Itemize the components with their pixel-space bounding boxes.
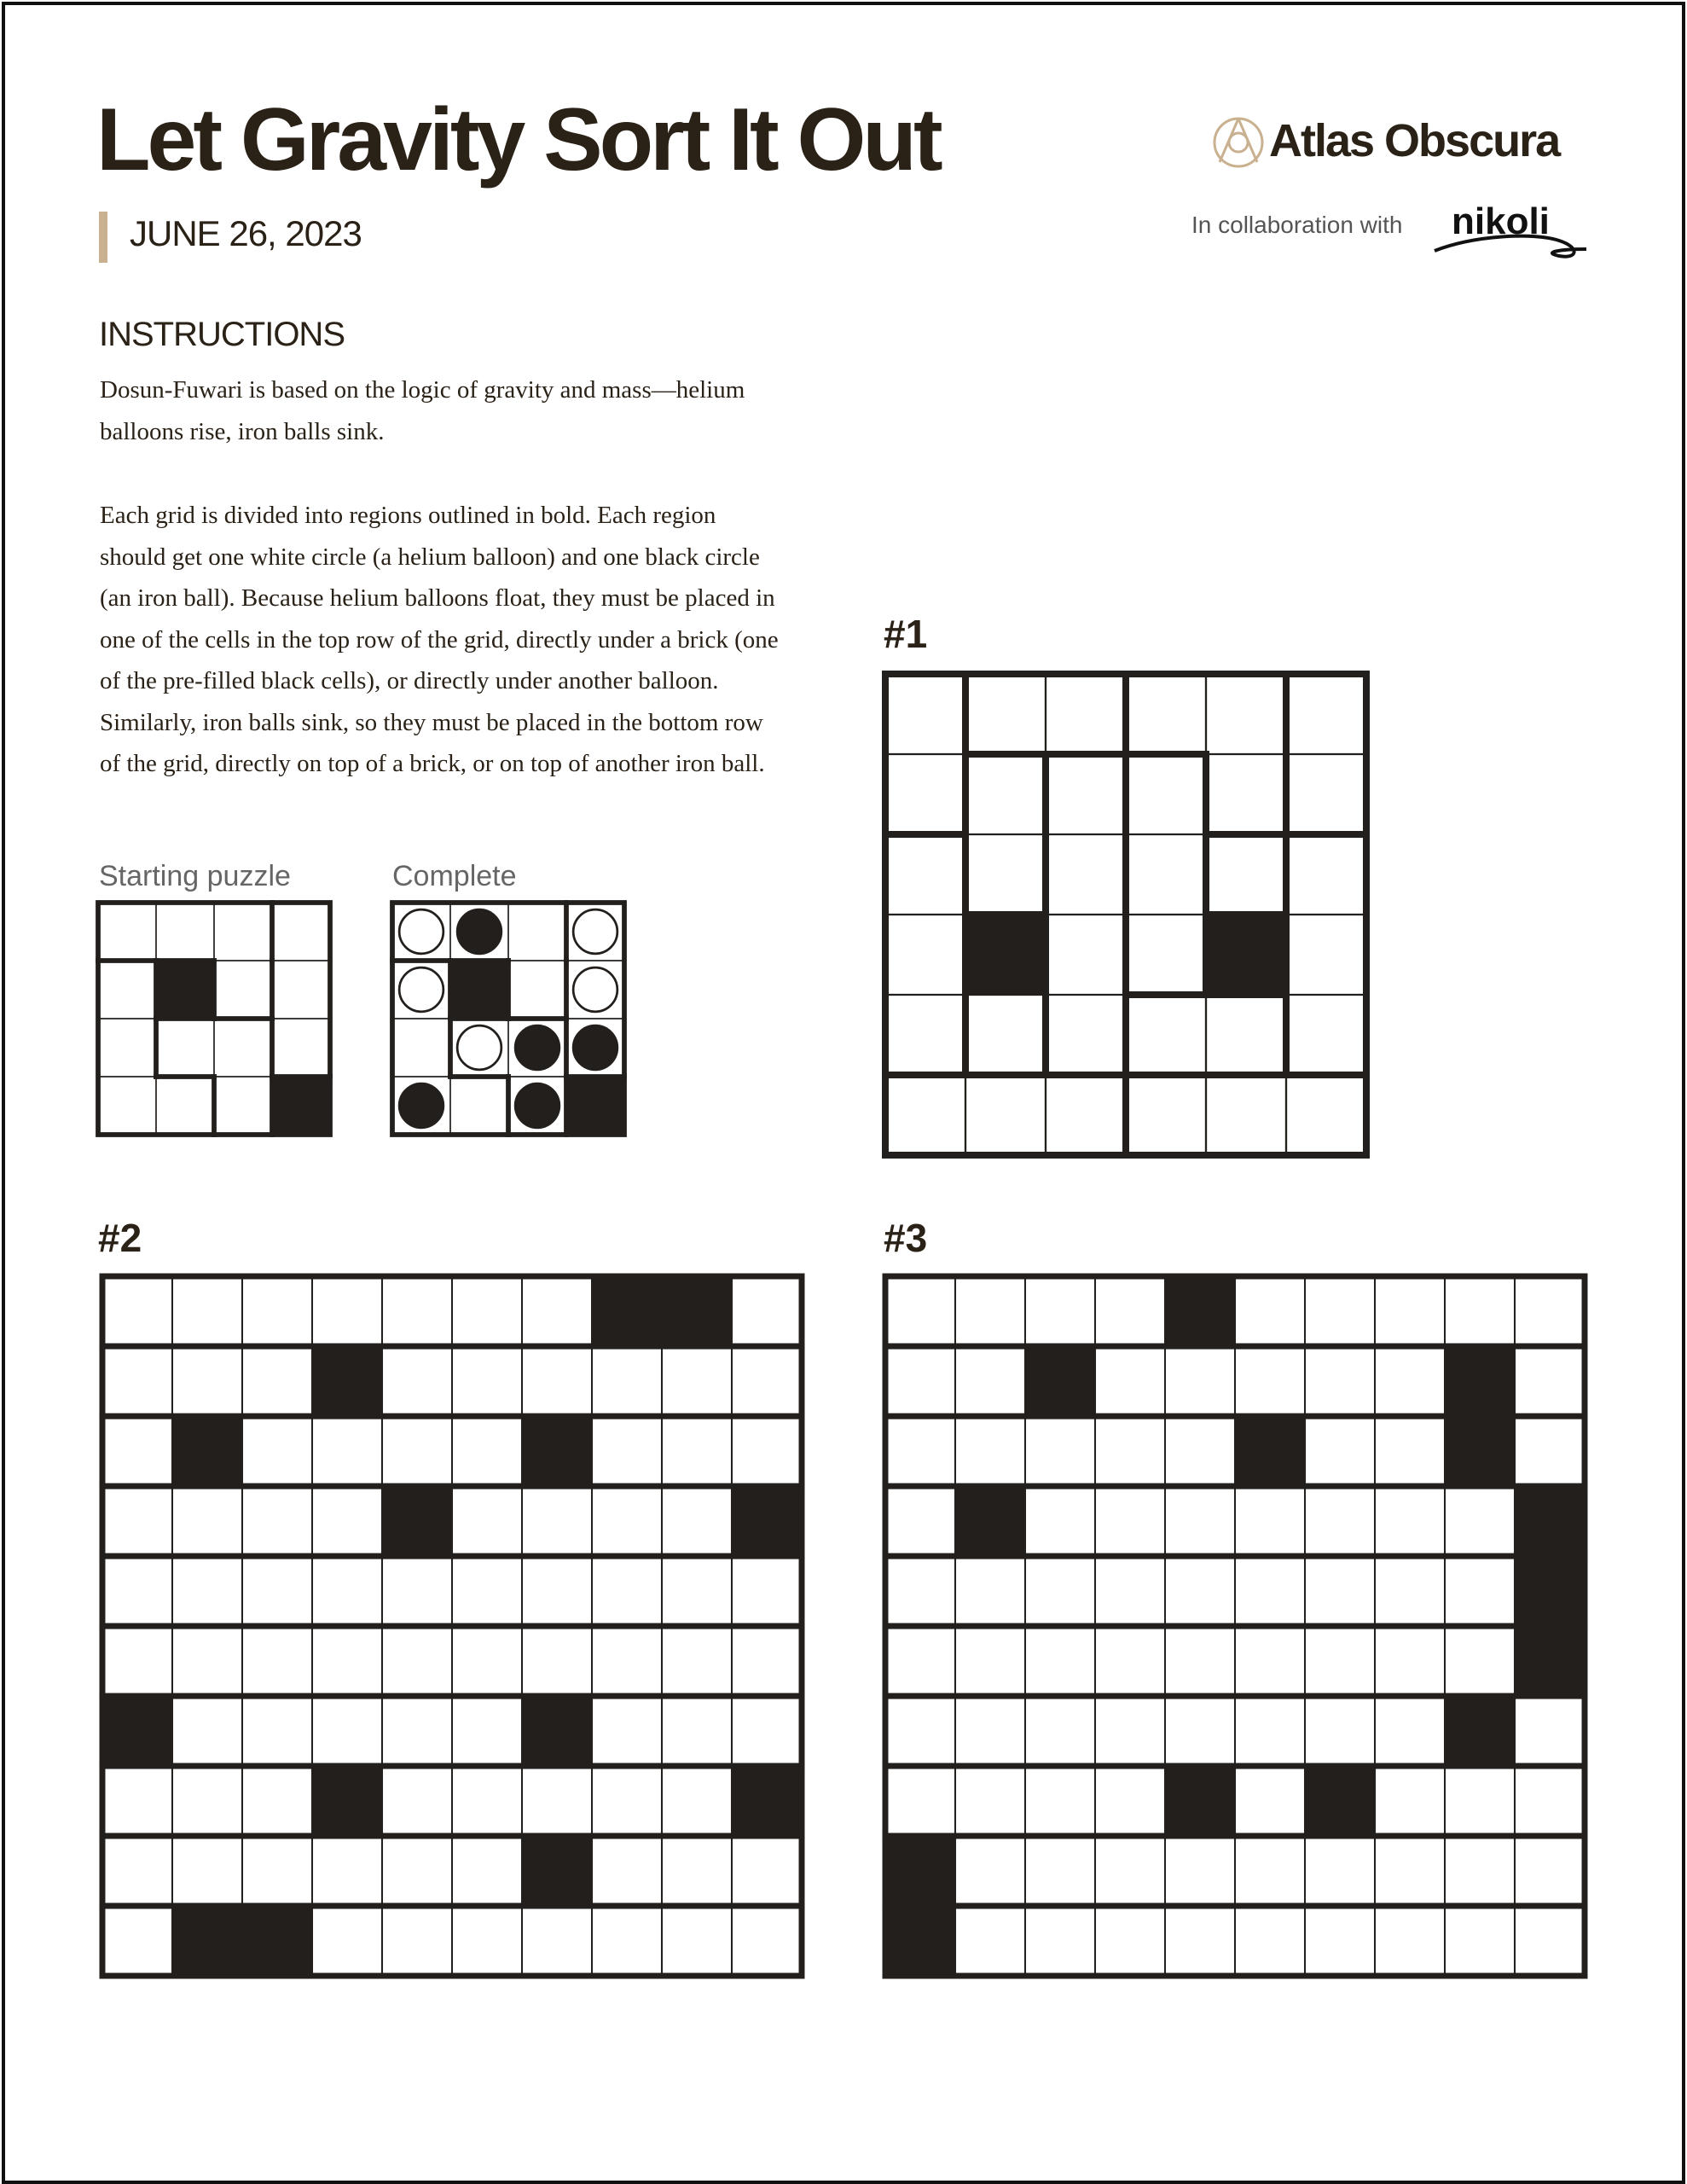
brick-cell xyxy=(955,1486,1025,1556)
puzzle-3-label: #3 xyxy=(884,1216,928,1260)
collaboration-text: In collaboration with xyxy=(1191,212,1403,238)
balloon-circle xyxy=(399,909,443,954)
balloon-circle xyxy=(573,909,617,954)
instructions-paragraph-1: Dosun-Fuwari is based on the logic of gravity and mass—helium balloons rise, iron balls sink. xyxy=(100,376,745,445)
brick-cell xyxy=(272,1077,330,1135)
brick-cell xyxy=(885,1836,955,1906)
brick-cell xyxy=(1445,1416,1515,1486)
iron-ball-circle xyxy=(515,1083,559,1128)
brick-cell xyxy=(102,1696,172,1766)
brick-cell xyxy=(312,1346,382,1416)
iron-ball-circle xyxy=(515,1025,559,1070)
brand-name: Atlas Obscura xyxy=(1269,115,1560,166)
brick-cell xyxy=(522,1836,592,1906)
balloon-circle xyxy=(573,967,617,1012)
brick-cell xyxy=(885,1906,955,1976)
brick-cell xyxy=(1235,1416,1305,1486)
brick-cell xyxy=(566,1077,624,1135)
balloon-circle xyxy=(399,967,443,1012)
atlas-obscura-logo-icon xyxy=(1209,113,1269,172)
brick-cell xyxy=(732,1486,802,1556)
brick-cell xyxy=(1165,1276,1235,1346)
nikoli-logo-text: nikoli xyxy=(1452,200,1550,242)
example-complete-grid xyxy=(392,903,624,1135)
balloon-circle xyxy=(457,1025,501,1070)
puzzle-2-grid xyxy=(102,1276,802,1976)
brick-cell xyxy=(1445,1346,1515,1416)
puzzle-1-label: #1 xyxy=(884,612,928,656)
brick-cell xyxy=(732,1766,802,1836)
page-title: Let Gravity Sort It Out xyxy=(96,90,940,189)
brick-cell xyxy=(312,1766,382,1836)
brick-cell xyxy=(172,1906,242,1976)
brick-cell xyxy=(242,1906,312,1976)
nikoli-logo xyxy=(1431,198,1590,264)
date-accent-bar xyxy=(99,212,107,263)
iron-ball-circle xyxy=(399,1083,443,1128)
example-starting-grid xyxy=(98,903,330,1135)
brick-cell xyxy=(1206,915,1286,995)
complete-label: Complete xyxy=(392,860,517,892)
brick-cell xyxy=(1165,1766,1235,1836)
instructions-paragraph-2: Each grid is divided into regions outlined in bold. Each region should get one white circle (a helium balloon) and one black circle (an iron ball). Because helium balloons float, they must be placed in one of the cells in the top row of the grid, directly under a brick (one of the pre-filled black cells), or directly under another balloon. Similarly, iron balls sink, so they must be placed in the bottom row of the grid, directly on top of a brick, or on top of another iron ball. xyxy=(100,502,779,777)
brick-cell xyxy=(382,1486,452,1556)
puzzle-2-label: #2 xyxy=(98,1216,142,1260)
brick-cell xyxy=(1515,1486,1585,1556)
brick-cell xyxy=(1515,1556,1585,1626)
brick-cell xyxy=(522,1416,592,1486)
brick-cell xyxy=(450,961,508,1019)
brick-cell xyxy=(522,1696,592,1766)
instructions-heading: INSTRUCTIONS xyxy=(99,316,345,353)
brick-cell xyxy=(1025,1346,1095,1416)
brick-cell xyxy=(1445,1696,1515,1766)
puzzle-3-grid xyxy=(885,1276,1585,1976)
brick-cell xyxy=(172,1416,242,1486)
brick-cell xyxy=(1515,1626,1585,1696)
brick-cell xyxy=(592,1276,662,1346)
brick-cell xyxy=(965,915,1046,995)
puzzle-1-grid xyxy=(885,674,1366,1155)
brick-cell xyxy=(156,961,214,1019)
brick-cell xyxy=(662,1276,732,1346)
publish-date: JUNE 26, 2023 xyxy=(130,213,362,253)
brick-cell xyxy=(1305,1766,1375,1836)
iron-ball-circle xyxy=(457,909,501,954)
starting-puzzle-label: Starting puzzle xyxy=(99,860,291,892)
iron-ball-circle xyxy=(573,1025,617,1070)
